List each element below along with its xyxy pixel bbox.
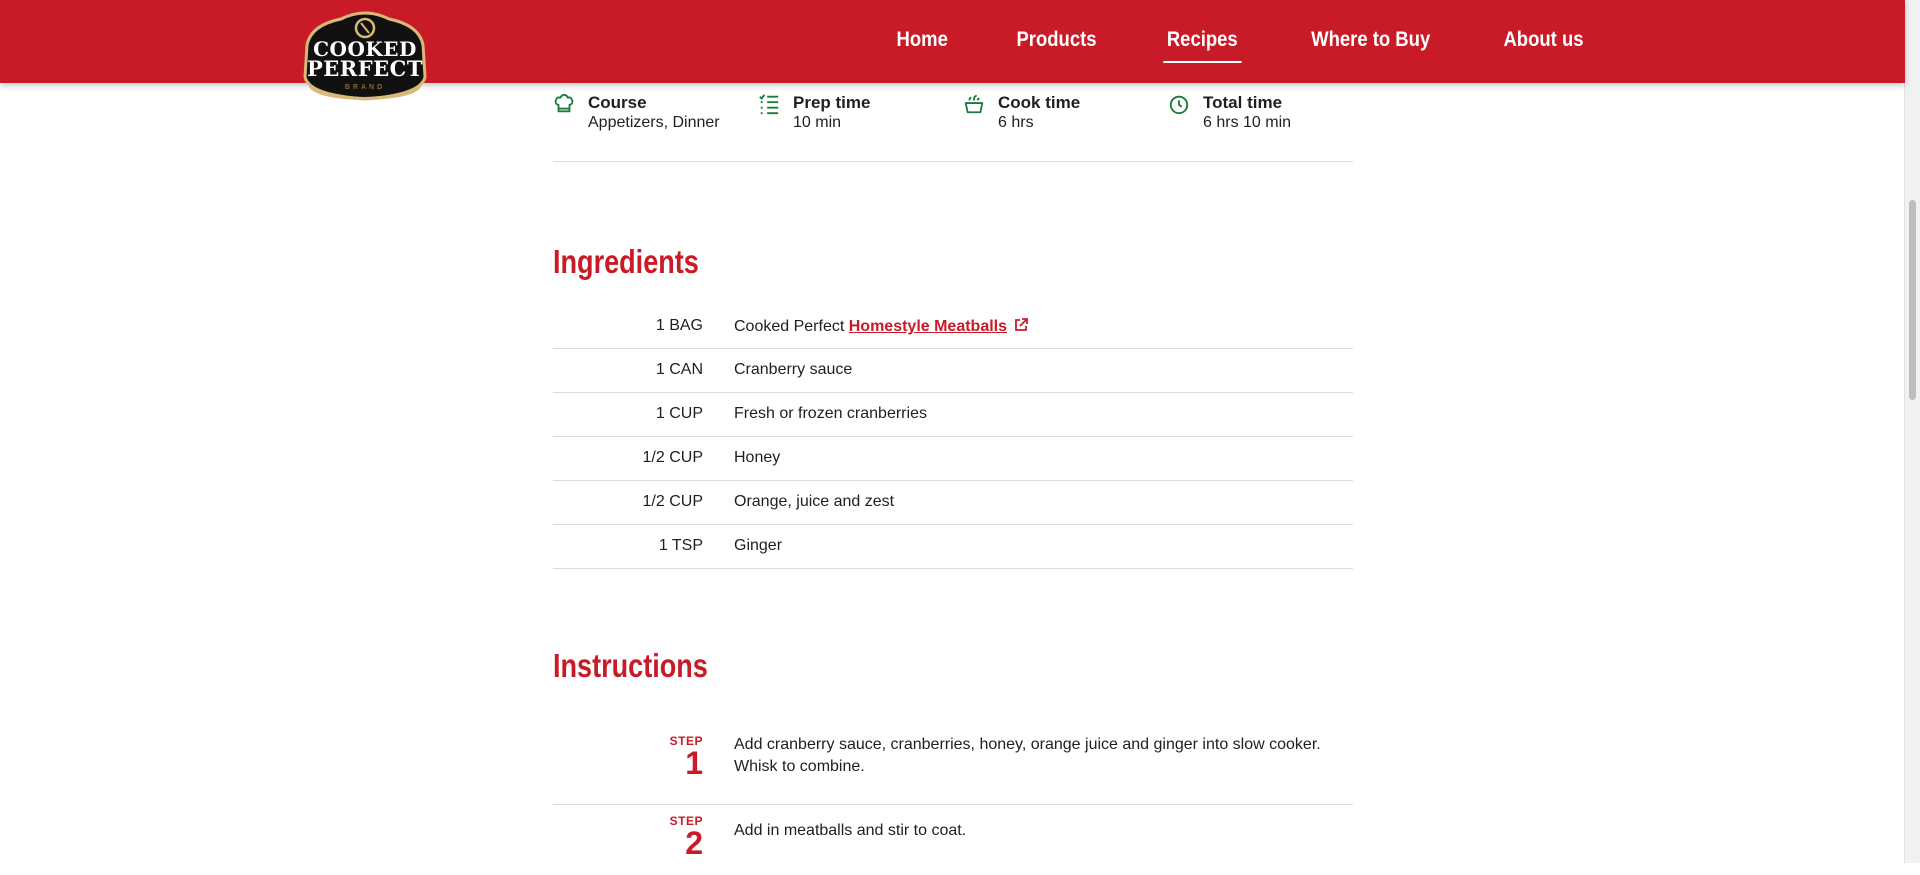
ingredient-row: [553, 349, 1353, 393]
logo-wordmark: COOKED PERFECT: [306, 37, 423, 81]
chef-hat-icon: [553, 93, 575, 115]
clock-icon: [1168, 93, 1190, 115]
meta-prep-value: 10 min: [793, 114, 842, 131]
ingredient-name: Cooked Perfect Homestyle Meatballs: [734, 317, 1029, 336]
instruction-step: [553, 725, 1353, 805]
step-number: 2: [685, 825, 703, 861]
list-icon: [758, 93, 780, 115]
homestyle-meatballs-link[interactable]: Homestyle Meatballs: [848, 318, 1008, 335]
ingredient-row: [553, 305, 1353, 349]
step-text: Add in meatballs and stir to coat.: [734, 822, 967, 839]
meta-total-value: 6 hrs 10 min: [1203, 114, 1292, 131]
ingredient-qty: 1 CAN: [655, 361, 703, 378]
ingredient-qty: 1 BAG: [655, 317, 703, 334]
meta-cook-label: Cook time: [998, 93, 1081, 112]
site-header: [0, 0, 1905, 91]
ingredient-name: Ginger: [734, 537, 783, 554]
ingredient-qty: 1 CUP: [655, 405, 703, 422]
step-label: STEP 2: [669, 814, 703, 861]
meta-course-label: Course: [588, 93, 647, 112]
step-label: STEP 1: [669, 734, 703, 781]
page-scrollbar[interactable]: [1904, 0, 1920, 863]
ingredients-list: [553, 305, 1353, 569]
ingredient-qty: 1/2 CUP: [642, 449, 703, 466]
meta-cook-value: 6 hrs: [998, 114, 1034, 131]
pot-icon: [963, 93, 985, 115]
ingredient-name: Fresh or frozen cranberries: [734, 405, 927, 422]
ingredient-name: Cranberry sauce: [734, 361, 853, 378]
ingredient-qty: 1/2 CUP: [642, 493, 703, 510]
logo-brand-text: BRAND: [344, 84, 386, 91]
ingredient-qty: 1 TSP: [658, 537, 703, 554]
ingredient-name: Orange, juice and zest: [734, 493, 895, 510]
ingredient-row: [553, 437, 1353, 481]
ingredient-name: Honey: [734, 449, 781, 466]
step-text: Add cranberry sauce, cranberries, honey, orange juice and ginger into slow cooker. Whisk to combine.: [734, 736, 1321, 775]
instructions-list: [553, 725, 1353, 875]
nav-products[interactable]: Products: [1016, 28, 1097, 51]
meta-prep-label: Prep time: [793, 93, 871, 112]
scrollbar-thumb[interactable]: [1909, 200, 1916, 400]
nav-where-to-buy[interactable]: Where to Buy: [1310, 28, 1430, 51]
nav-home[interactable]: Home: [896, 28, 948, 51]
main-nav: [833, 0, 1589, 83]
ingredients-heading: Ingredients: [553, 243, 699, 280]
step-number: 1: [685, 745, 703, 781]
external-link-icon[interactable]: [1013, 317, 1029, 333]
cooked-perfect-logo[interactable]: [301, 11, 429, 101]
nav-recipes[interactable]: Recipes: [1167, 0, 1238, 54]
instructions-heading: Instructions: [553, 647, 708, 684]
ingredient-row: [553, 481, 1353, 525]
ingredient-row: [553, 525, 1353, 569]
ingredient-row: [553, 393, 1353, 437]
instruction-step: [553, 805, 1353, 875]
meta-course-value: Appetizers, Dinner: [588, 114, 720, 131]
nav-about-us[interactable]: About us: [1503, 28, 1584, 51]
meta-total-label: Total time: [1203, 93, 1283, 112]
recipe-meta: [553, 91, 1353, 162]
